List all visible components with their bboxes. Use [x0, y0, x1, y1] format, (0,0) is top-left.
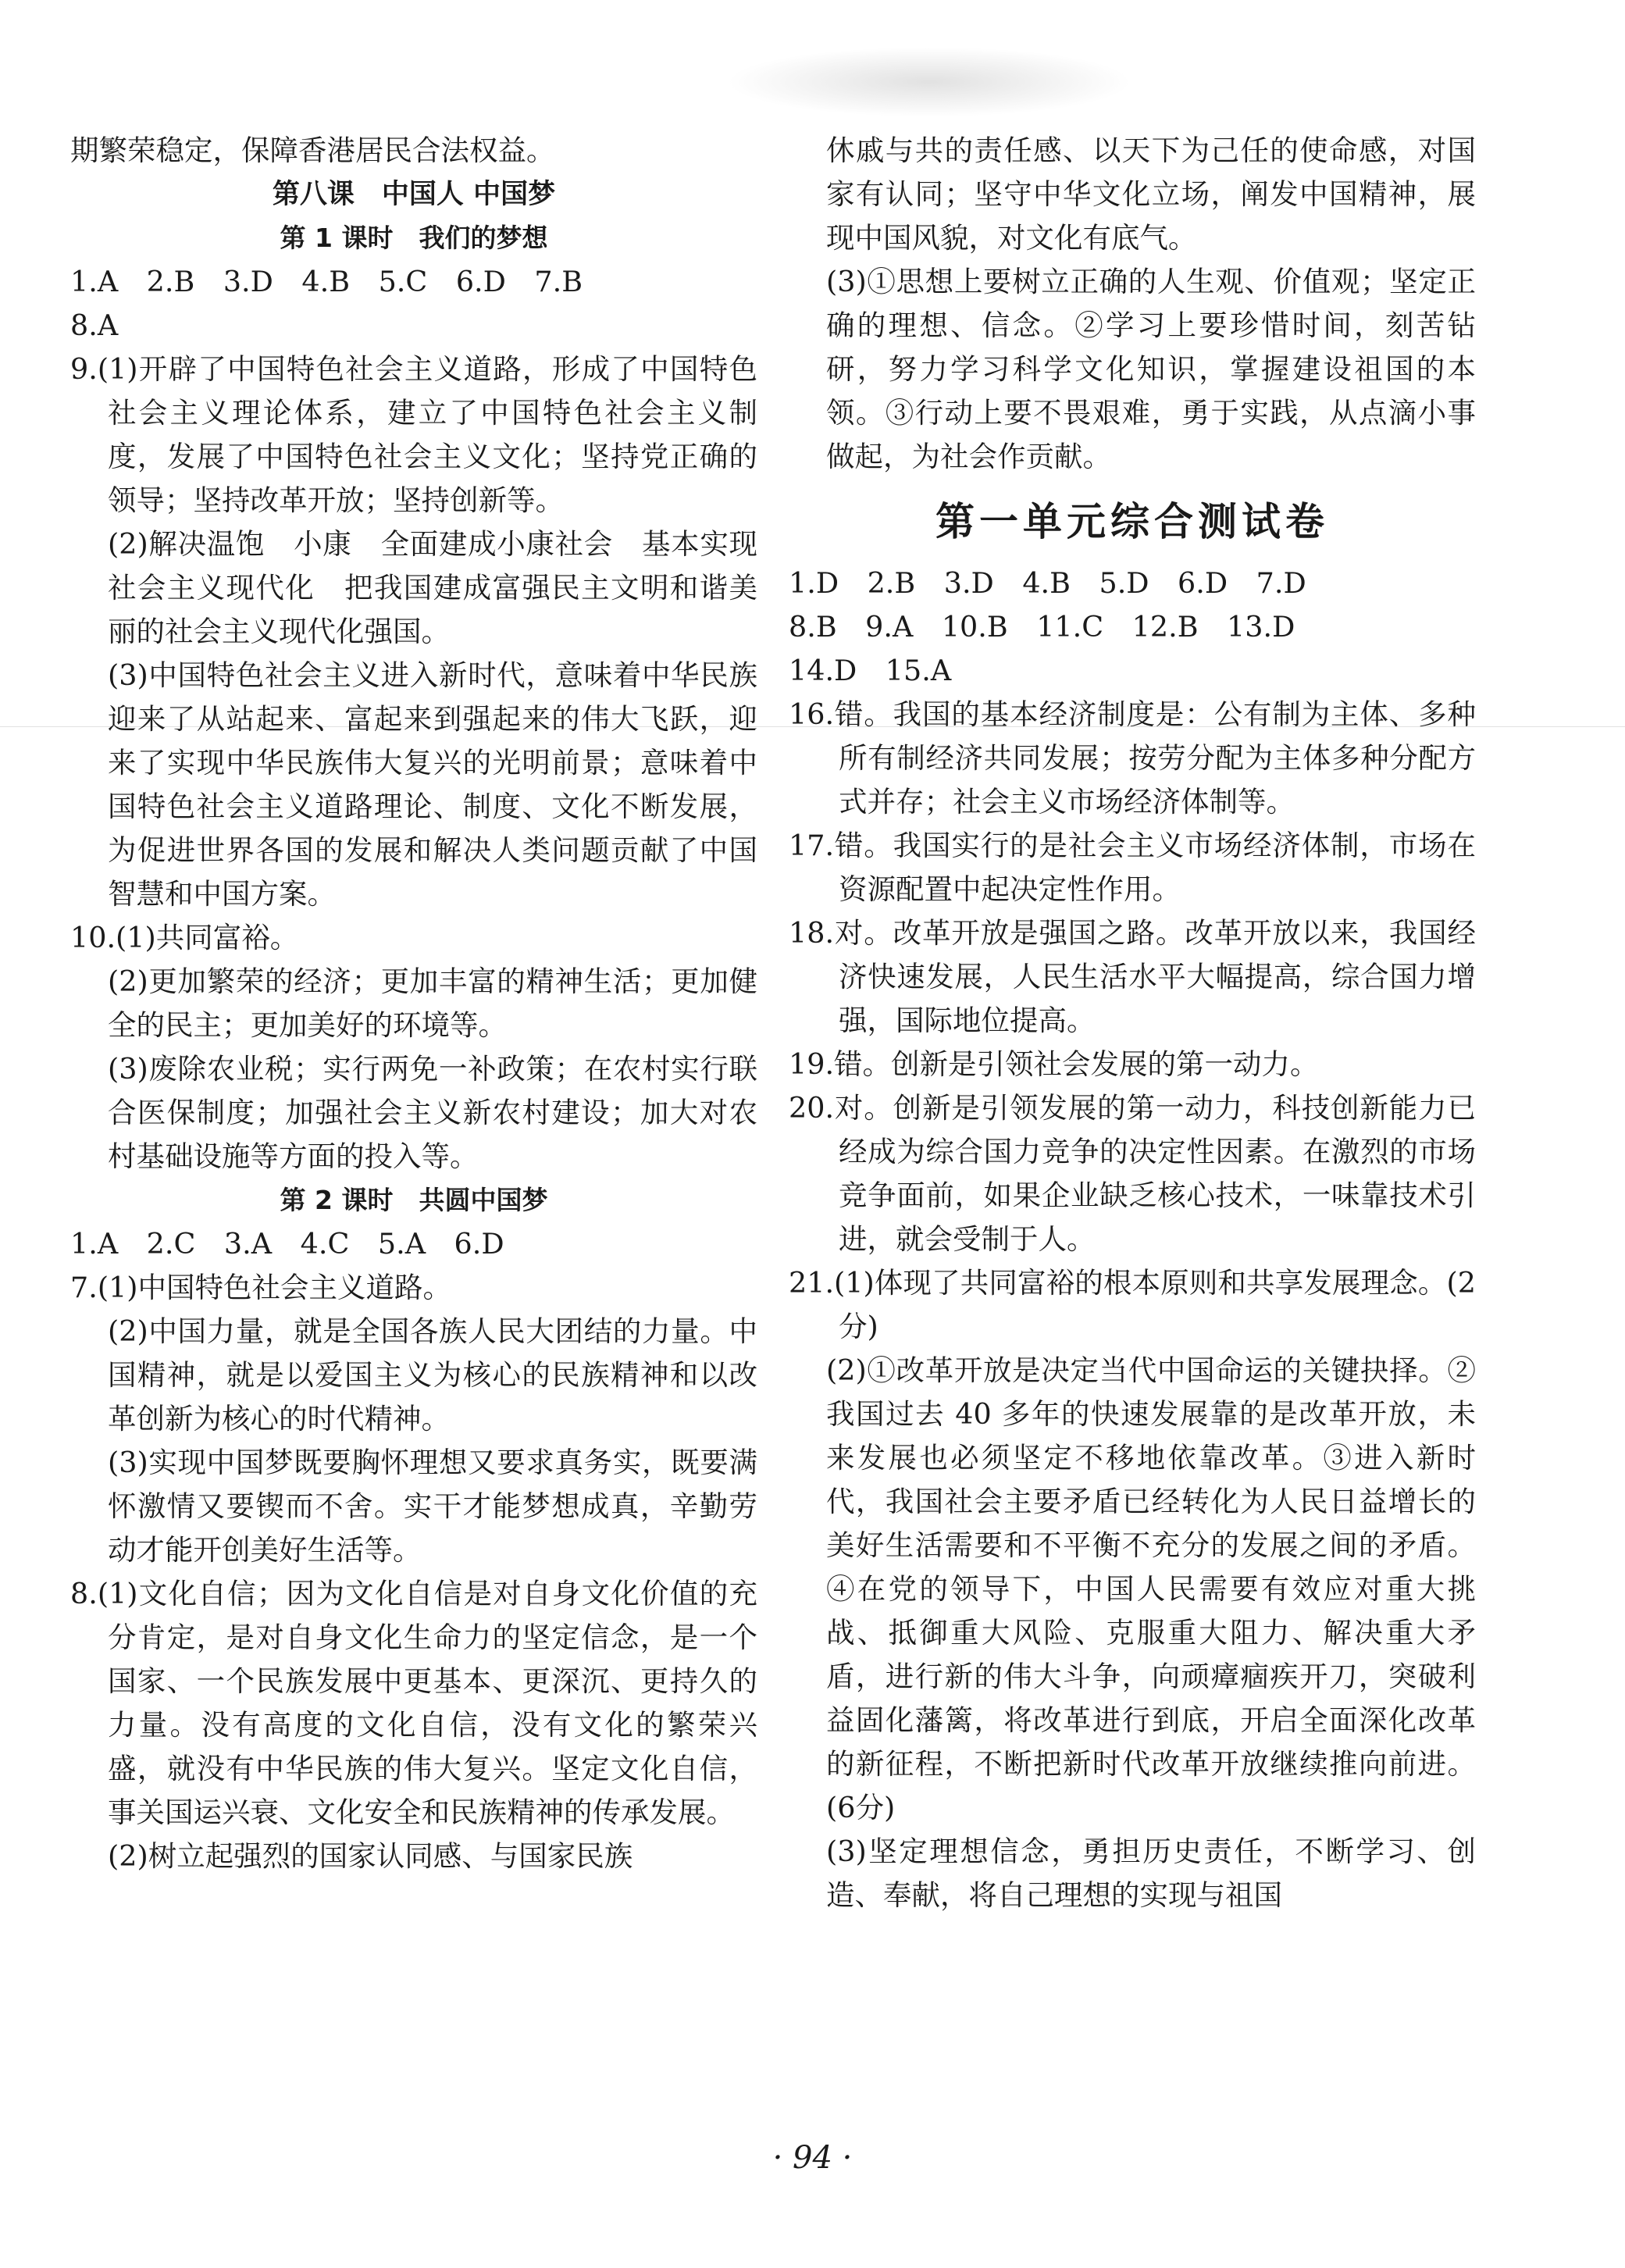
question-7-part-2: (2)中国力量，就是全国各族人民大团结的力量。中国精神，就是以爱国主义为核心的民族精神和以改革创新为核心的时代精神。 [108, 1314, 757, 1435]
question-16: 16.错。我国的基本经济制度是：公有制为主体、多种所有制经济共同发展；按劳分配为主体多种分配方式并存；社会主义市场经济体制等。 [789, 697, 1476, 818]
question-9-part-1: 9.(1)开辟了中国特色社会主义道路，形成了中国特色社会主义理论体系，建立了中国特色社会主义制度，发展了中国特色社会主义文化；坚持党正确的领导；坚持改革开放；坚持创新等。 [70, 352, 757, 517]
period-1-answers-row-2: 8.A [70, 308, 119, 342]
question-8-part-3: (3)①思想上要树立正确的人生观、价值观；坚定正确的理想、信念。②学习上要珍惜时间，刻苦钻研，努力学习科学文化知识，掌握建设祖国的本领。③行动上要不畏艰难，勇于实践，从点滴小事做起，为社会作贡献。 [826, 265, 1476, 473]
unit-answers-row-2: 8.B 9.A 10.B 11.C 12.B 13.D [789, 610, 1295, 644]
question-10-part-2: (2)更加繁荣的经济；更加丰富的精神生活；更加健全的民主；更加美好的环境等。 [108, 965, 757, 1042]
unit-answers-row-3: 14.D 15.A [789, 654, 952, 687]
page-number: · 94 · [772, 2140, 853, 2176]
question-20: 20.对。创新是引领发展的第一动力，科技创新能力已经成为综合国力竞争的决定性因素。在激烈的市场竞争面前，如果企业缺乏核心技术，一味靠技术引进，就会受制于人。 [789, 1091, 1476, 1256]
question-10-part-1: 10.(1)共同富裕。 [70, 921, 299, 954]
right-column [789, 129, 1476, 1917]
question-7-part-3: (3)实现中国梦既要胸怀理想又要求真务实，既要满怀激情又要锲而不舍。实干才能梦想成真，辛勤劳动才能开创美好生活等。 [108, 1446, 757, 1567]
period-1-answers-row-1: 1.A 2.B 3.D 4.B 5.C 6.D 7.B [70, 265, 583, 298]
period-2-heading: 第 2 课时 共圆中国梦 [280, 1185, 548, 1215]
lesson-8-heading: 第八课 中国人 中国梦 [272, 179, 556, 210]
unit-1-test-heading: 第一单元综合测试卷 [935, 498, 1329, 544]
question-8-part-1: 8.(1)文化自信；因为文化自信是对自身文化价值的充分肯定，是对自身文化生命力的坚定信念，是一个国家、一个民族发展中更基本、更深沉、更持久的力量。没有高度的文化自信，没有文化的繁荣兴盛，就没有中华民族的伟大复兴。坚定文化自信，事关国运兴衰、文化安全和民族精神的传承发展。 [70, 1577, 757, 1829]
period-2-answers-row-1: 1.A 2.C 3.A 4.C 5.A 6.D [70, 1227, 504, 1261]
question-8-part-2-continued: 休戚与共的责任感、以天下为己任的使命感，对国家有认同；坚守中华文化立场，阐发中国精神，展现中国风貌，对文化有底气。 [826, 134, 1476, 255]
question-8-part-2: (2)树立起强烈的国家认同感、与国家民族 [108, 1839, 633, 1873]
question-21-part-2: (2)①改革开放是决定当代中国命运的关键抉择。②我国过去 40 多年的快速发展靠的是改革开放，未来发展也必须坚定不移地依靠改革。③进入新时代，我国社会主要矛盾已经转化为人民日益增长的美好生活需要和不平衡不充分的发展之间的矛盾。④在党的领导下，中国人民需要有效应对重大挑战、抵御重大风险、克服重大阻力、解决重大矛盾，进行新的伟大斗争，向顽瘴痼疾开刀，突破利益固化藩篱，将改革进行到底，开启全面深化改革的新征程，不断把新时代改革开放继续推向前进。(6分) [826, 1353, 1476, 1824]
period-1-heading: 第 1 课时 我们的梦想 [280, 223, 548, 253]
question-21-part-3: (3)坚定理想信念，勇担历史责任，不断学习、创造、奉献，将自己理想的实现与祖国 [826, 1835, 1476, 1912]
question-21-part-1: 21.(1)体现了共同富裕的根本原则和共享发展理念。(2分) [789, 1266, 1476, 1343]
question-10-part-3: (3)废除农业税；实行两免一补政策；在农村实行联合医保制度；加强社会主义新农村建设；加大对农村基础设施等方面的投入等。 [108, 1052, 757, 1173]
question-7-part-1: 7.(1)中国特色社会主义道路。 [70, 1271, 452, 1304]
question-9-part-3: (3)中国特色社会主义进入新时代，意味着中华民族迎来了从站起来、富起来到强起来的伟大飞跃，迎来了实现中华民族伟大复兴的光明前景；意味着中国特色社会主义道路理论、制度、文化不断发展，为促进世界各国的发展和解决人类问题贡献了中国智慧和中国方案。 [108, 658, 757, 911]
question-18: 18.对。改革开放是强国之路。改革开放以来，我国经济快速发展，人民生活水平大幅提高，综合国力增强，国际地位提高。 [789, 916, 1476, 1037]
question-9-part-2: (2)解决温饱 小康 全面建成小康社会 基本实现社会主义现代化 把我国建成富强民主文明和谐美丽的社会主义现代化强国。 [108, 527, 757, 648]
question-19: 19.错。创新是引领社会发展的第一动力。 [789, 1047, 1319, 1081]
left-column [70, 129, 757, 1878]
unit-answers-row-1: 1.D 2.B 3.D 4.B 5.D 6.D 7.D [789, 566, 1306, 600]
continued-text: 期繁荣稳定，保障香港居民合法权益。 [70, 134, 555, 167]
scan-smudge [726, 47, 1132, 117]
question-17: 17.错。我国实行的是社会主义市场经济体制，市场在资源配置中起决定性作用。 [789, 829, 1476, 906]
